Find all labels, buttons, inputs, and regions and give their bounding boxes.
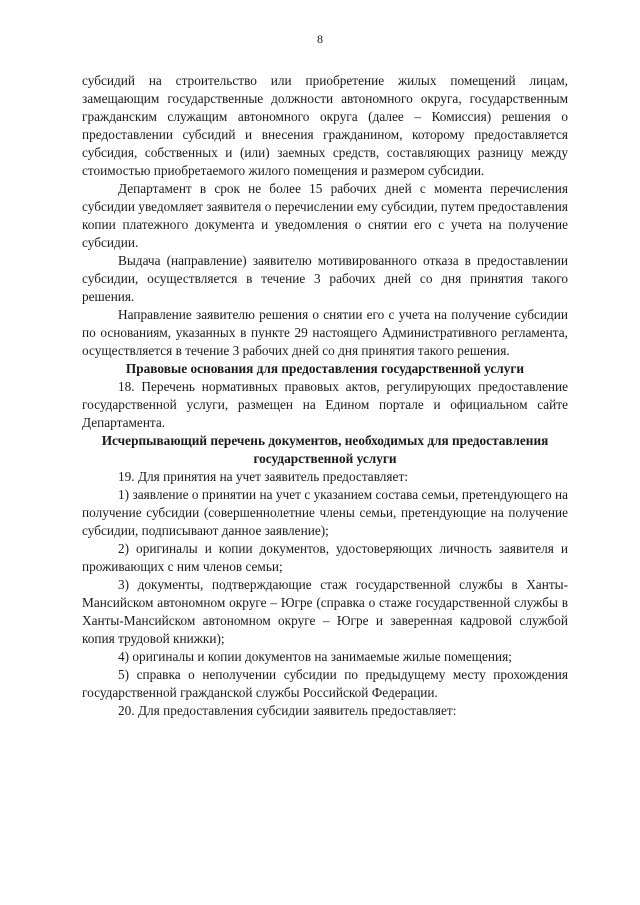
paragraph-20-intro: 20. Для предоставления субсидии заявитель предоставляет:	[118, 703, 457, 718]
section-heading-legal-basis: Правовые основания для предоставления государственной услуги	[125, 361, 525, 376]
paragraph-subsidy-continuation: субсидий на строительство или приобретение жилых помещений лицам, замещающим государственные должности автономного округа, государственным гражданским служащим автономного округа (далее – Комиссия) решения о предоставлении субсидий и внесения гражданином, которому предоставляется субсидия, собственных и (или) заемных средств, составляющих разницу между стоимостью приобретаемого жилого помещения и размером субсидии.	[82, 73, 568, 178]
paragraph-deregistration-decision: Направление заявителю решения о снятии его с учета на получение субсидии по основаниям, указанных в пункте 29 настоящего Административного регламента, осуществляется в течение 3 рабочих дней со дня принятия такого решения.	[82, 307, 568, 358]
paragraph-department-notification: Департамент в срок не более 15 рабочих дней с момента перечисления субсидии уведомляет заявителя о перечислении ему субсидии, путем предоставления копии платежного документа и уведомления о снятии его с учета на получение субсидии.	[82, 181, 568, 250]
list-item-4-housing-documents: 4) оригиналы и копии документов на занимаемые жилые помещения;	[118, 649, 512, 664]
list-item-1-application: 1) заявление о принятии на учет с указанием состава семьи, претендующего на получение субсидии (совершеннолетние члены семьи, претендующие на получение субсидии, подписывают данное заявление);	[82, 487, 568, 538]
paragraph-refusal-issuance: Выдача (направление) заявителю мотивированного отказа в предоставлении субсидии, осуществляется в течение 3 рабочих дней со дня принятия такого решения.	[82, 253, 568, 304]
document-body	[82, 72, 568, 720]
paragraph-18-legal-acts: 18. Перечень нормативных правовых актов, регулирующих предоставление государственной услуги, размещен на Едином портале и официальном сайте Департамента.	[82, 379, 568, 430]
section-heading-required-documents: Исчерпывающий перечень документов, необходимых для предоставления государственной услуги	[101, 433, 549, 466]
list-item-5-non-receipt-certificate: 5) справка о неполучении субсидии по предыдущему месту прохождения государственной гражданской службы Российской Федерации.	[82, 667, 568, 700]
list-item-3-service-experience: 3) документы, подтверждающие стаж государственной службы в Ханты-Мансийском автономном округе – Югре (справка о стаже государственной службы в Ханты-Мансийском автономном округе – Югре и заверенная кадровой службой копия трудовой книжки);	[82, 577, 568, 646]
list-item-2-identity-documents: 2) оригиналы и копии документов, удостоверяющих личность заявителя и проживающих с ним членов семьи;	[82, 541, 568, 574]
page-number: 8	[317, 32, 323, 46]
paragraph-19-intro: 19. Для принятия на учет заявитель предоставляет:	[118, 469, 408, 484]
